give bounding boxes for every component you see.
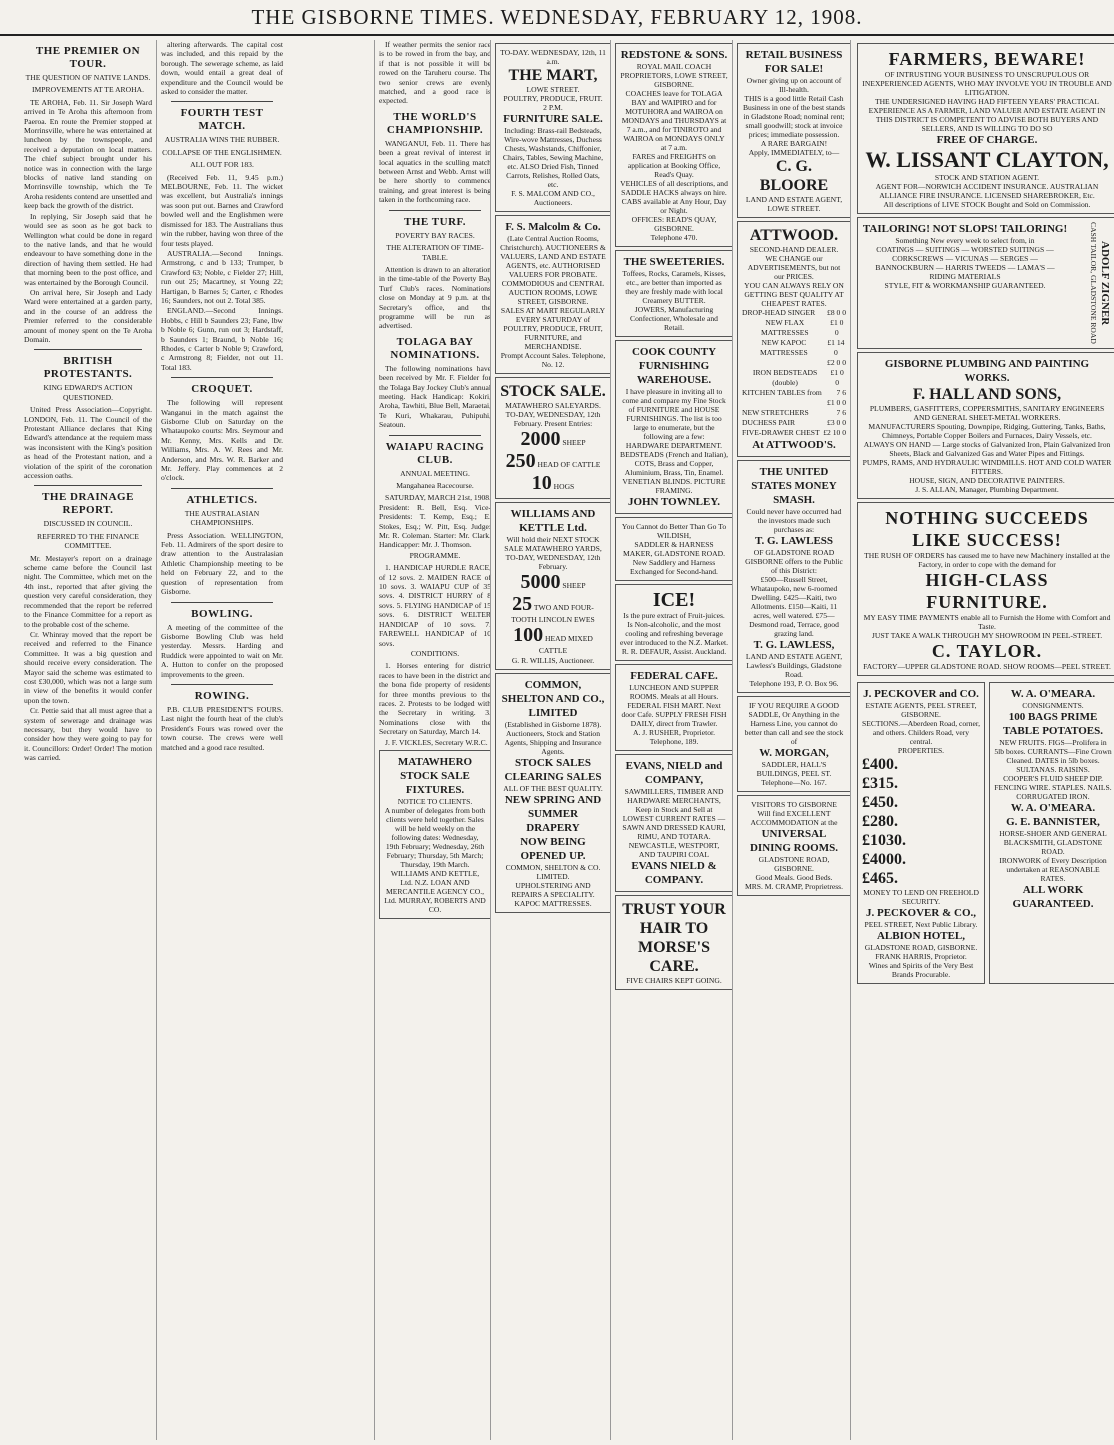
advertisement	[615, 517, 733, 581]
ad-text: PEEL STREET, Next Public Library.	[864, 919, 978, 929]
ad-figure: 25	[512, 593, 533, 615]
ad-heading: W. MORGAN,	[759, 747, 829, 759]
price-item: IRON BEDSTEADS (double)	[752, 368, 818, 387]
ad-text: COMMON, SHELTON & CO. LIMITED.	[505, 862, 601, 881]
article-paragraph: AUSTRALIA.—Second Innings. Armstrong, c and b 133; Trumper, b Crawford 63; Noble, c Fielder 27; Hill, run out 25; Macartney, st Young 22; Hartigan, b Barnes 5; Carter, c Rhodes 16; Saunders, not out 2. Total 385.	[161, 248, 283, 305]
ad-heading: FREE OF CHARGE.	[936, 134, 1038, 146]
subheading: ALL OUT FOR 183.	[190, 160, 254, 170]
ad-text: TO-DAY. WEDNESDAY, 12th, 11 a.m.	[500, 48, 606, 66]
property-price: £4000.	[862, 850, 906, 868]
ad-text: LAND AND ESTATE AGENT, Lawless's Buildings, Gladstone Road.	[745, 652, 843, 679]
price-row	[742, 318, 846, 338]
price-item: NEW STRETCHERS	[742, 408, 809, 417]
column-2	[156, 40, 287, 1440]
ad-text: OF GLADSTONE ROAD GISBORNE offers to the Public of this District:	[745, 548, 843, 575]
article-paragraph: J. F. VICKLES, Secretary W.R.C.	[385, 737, 488, 747]
divider	[171, 684, 273, 685]
ad-text: Wines and Spirits of the Very Best Brands Procurable.	[868, 960, 974, 979]
ad-heading: THE MART,	[508, 67, 598, 84]
ad-text: COMMODIOUS and CENTRAL AUCTION ROOMS, LOWE STREET, GISBORNE.	[501, 279, 605, 306]
ad-text: TO-DAY, WEDNESDAY, 12th February. Present Entries:	[505, 410, 601, 428]
ad-heading: RETAIL BUSINESS FOR SALE!	[745, 49, 843, 75]
ad-text: HOGS	[553, 482, 575, 491]
ad-text: OF INTRUSTING YOUR BUSINESS TO UNSCRUPULOUS OR INEXPERIENCED AGENTS, WHO MAY INVOLVE YOU IN TROUBLE AND LITIGATION.	[862, 70, 1112, 97]
column-4	[490, 40, 615, 1440]
ad-heading: STOCK SALE.	[500, 383, 606, 400]
ad-text: Apply, IMMEDIATELY, to—	[748, 148, 840, 157]
ad-heading: F. S. Malcolm & Co.	[505, 221, 601, 233]
ad-text: G. R. WILLIS, Auctioneer.	[511, 655, 595, 665]
ad-heading: J. PECKOVER & CO.,	[866, 906, 976, 919]
property-price: £315.	[862, 774, 898, 792]
ad-text: MRS. M. CRAMP, Proprietress.	[744, 882, 844, 891]
ad-heading: JOHN TOWNLEY.	[627, 496, 721, 508]
ad-heading: GISBORNE PLUMBING AND PAINTING WORKS.	[884, 357, 1090, 384]
ad-heading: COMMON, SHELTON AND CO., LIMITED	[501, 678, 605, 719]
article-paragraph: Cr. Whinray moved that the report be received and referred to the Finance Committee. It was a big question and should receive every consideration. The Mayor said the scheme was estimated to cost £30,000, which was not a large sum in view of the benefits it would confer upon the town.	[24, 629, 152, 705]
subheading: THE ALTERATION OF TIME-TABLE.	[386, 243, 484, 262]
ad-text: HARDWARE DEPARTMENT. BEDSTEADS (French and Italian), COTS, Brass and Copper, Aluminium, Brass, Tin, Enamel.	[620, 441, 728, 477]
article-paragraph: A meeting of the committee of the Gisborne Bowling Club was held yesterday. Messrs. Harding and Ruddick were appointed to wait on Mr. A. Hutton to confer on the proposed improvements to the green.	[161, 622, 283, 679]
ad-heading: REDSTONE & SONS.	[620, 49, 728, 61]
ad-text: You Cannot do Better Than Go To WILDISH,	[621, 522, 727, 540]
advertisement	[615, 584, 733, 661]
ad-text: COACHES leave for TOLAGA BAY and WAIPIRO and for MOTUHORA and WAIROA on MONDAYS and THURSDAYS at 7 a.m., and for TINIROTO and WAIROA on MONDAYS ONLY at 7 a.m.	[621, 89, 727, 152]
subheading: KING EDWARD'S ACTION QUESTIONED.	[43, 383, 133, 402]
subheading: CONDITIONS.	[410, 648, 460, 658]
ad-heading: W. A. O'MEARA.	[1010, 801, 1096, 814]
ad-text: Owner giving up on account of Ill-health.	[746, 76, 842, 94]
ad-heading: ALBION HOTEL,	[876, 929, 966, 942]
ad-heading: THE UNITED STATES MONEY SMASH.	[751, 466, 837, 506]
ad-heading: F. HALL AND SONS,	[912, 385, 1062, 403]
price-value: £2 10 0	[823, 428, 846, 437]
article-paragraph: Attention is drawn to an alteration in the time-table of the Poverty Bay Turf Club's races. Nominations close on Monday at 9 p.m. at the Secretary's office, and the programme will be run as advertised.	[379, 264, 491, 331]
headline: WAIAPU RACING CLUB.	[385, 440, 485, 466]
subheading: AUSTRALIA WINS THE RUBBER.	[164, 135, 280, 145]
column-1	[24, 40, 156, 1440]
ad-heading: ALL WORK GUARANTEED.	[1012, 883, 1094, 910]
ad-text: Something New every week to select from, in	[895, 236, 1035, 245]
ad-figure: 5000	[520, 571, 561, 593]
article-paragraph: The following will represent Wanganui in the match against the Gisborne Club on Saturday on the Whataupoko courts: Mrs. Seymour and Mr. Kenny, Mrs. Kells and Dr. Williams, Mrs. A. W. Rees and Mr. Anderson, and Mrs. W. R. Barker and Mr. Jeffery. Play commences at 2 o'clock.	[161, 398, 283, 483]
divider	[171, 488, 273, 489]
ad-text: ALL OF THE BEST QUALITY.	[503, 783, 603, 793]
ad-heading: UNIVERSAL DINING ROOMS.	[749, 828, 838, 854]
ad-text: R. R. DEFAUR, Assist. Auckland.	[621, 647, 727, 656]
ad-heading: HIGH-CLASS FURNITURE.	[925, 569, 1049, 612]
ad-text: A. J. RUSHER, Proprietor. Telephone, 189.	[632, 728, 716, 746]
ad-heading: ICE!	[652, 589, 696, 611]
ad-text: 2 P.M.	[543, 103, 563, 112]
divider	[389, 435, 481, 436]
advertisement	[857, 502, 1114, 676]
ad-text: I have pleasure in inviting all to come and compare my Fine Stock of FURNITURE and HOUSE FURNISHINGS. The list is too large to enumerate, but the following are a few:	[622, 387, 726, 441]
ad-heading: FARMERS, BEWARE!	[888, 49, 1086, 69]
article-paragraph: Cr. Pettie said that all must agree that a system of sewerage and drainage was necessary, but they would have to consider how they were going to pay for it. Councillors: Order! Order! The motion was carried.	[24, 706, 152, 763]
headline: TOLAGA BAY NOMINATIONS.	[390, 335, 480, 361]
price-list	[742, 308, 846, 438]
ad-text: HEAD OF CATTLE	[537, 460, 601, 469]
ad-heading: ADOLF ZIGNER	[1099, 240, 1111, 326]
price-value: £1 0 0	[827, 398, 846, 407]
price-list	[862, 755, 980, 888]
price-row	[742, 408, 846, 418]
masthead-title: THE GISBORNE TIMES. WEDNESDAY, FEBRUARY 12, 1908.	[251, 5, 863, 29]
ad-text: Prompt Account Sales. Telephone, No. 12.	[500, 351, 606, 369]
ad-text: £500—Russell Street, Whataupoko, new 6-roomed Dwelling. £425—Kaiti, two Allotments. £150—Kaiti, 11 acres, well watered. £75—Desmond road, Terrace, good grazing land.	[749, 575, 839, 638]
ad-text: STYLE, FIT & WORKMANSHIP GUARANTEED.	[884, 281, 1046, 290]
advertisement	[495, 215, 611, 374]
ad-text: ESTATE AGENTS, PEEL STREET, GISBORNE.	[865, 700, 977, 719]
ad-heading: ATTWOOD.	[749, 227, 839, 244]
ad-text: COOPER'S FLUID SHEEP DIP. FENCING WIRE. STAPLES. NAILS. CORRUGATED IRON.	[994, 773, 1112, 801]
article-paragraph: SATURDAY, MARCH 21st, 1908. President: R. Bell, Esq. Vice-Presidents: T. Kemp, Esq.; E. Stokes, Esq.; W. Pitt, Esq. Judge: Mr. R. Coleman. Starter: Mr. Clark. Handicapper: Mr. J. Thomson.	[379, 493, 491, 550]
ad-text: LAND AND ESTATE AGENT, LOWE STREET.	[745, 195, 843, 213]
ad-text: NEWCASTLE, WESTPORT, AND TAUPIRI COAL	[628, 841, 720, 859]
ad-text: Will find EXCELLENT ACCOMMODATION at the	[750, 809, 838, 827]
ad-heading: T. G. LAWLESS	[754, 535, 834, 547]
ad-figure: 10	[531, 472, 552, 494]
ad-heading: CLEARING SALES	[504, 770, 602, 783]
ad-text: WE CHANGE our ADVERTISEMENTS, but not our PRICES.	[747, 254, 841, 281]
ad-text: ROYAL MAIL COACH PROPRIETORS, LOWE STREET, GISBORNE.	[620, 62, 728, 89]
price-row	[742, 338, 846, 358]
headline: BRITISH PROTESTANTS.	[43, 355, 133, 381]
ad-text: NOTICE TO CLIENTS.	[397, 796, 473, 806]
headline: BOWLING.	[191, 607, 253, 620]
ad-text: (Established in Gisborne 1878).	[504, 719, 602, 729]
ad-text: POULTRY, PRODUCE, FRUIT.	[503, 94, 603, 103]
headline: FOURTH TEST MATCH.	[180, 107, 264, 133]
ad-heading: EVANS NIELD & COMPANY.	[631, 860, 717, 886]
ad-text: AGENT FOR—NORWICH ACCIDENT INSURANCE. AUSTRALIAN ALLIANCE FIRE INSURANCE. LICENSED SHAREBROKER, Etc.	[875, 182, 1099, 200]
price-item: DROP-HEAD SINGER	[742, 308, 816, 317]
price-value: £8 0 0	[827, 308, 846, 317]
column-5	[610, 40, 737, 1440]
ad-heading: FEDERAL CAFE.	[630, 670, 718, 682]
ad-text: IRONWORK of Every Description undertaken at REASONABLE RATES.	[999, 855, 1107, 883]
advertisement	[857, 217, 1114, 349]
ad-text: CABS available at Any Hour, Day or Night.	[621, 197, 727, 215]
advertisement	[737, 460, 851, 693]
ad-text: SAWMILLERS, TIMBER AND HARDWARE MERCHANTS,	[624, 787, 724, 805]
price-row	[742, 418, 846, 428]
advertisement	[379, 750, 491, 919]
ad-heading: J. PECKOVER and CO.	[863, 687, 979, 700]
ad-text: (Late Central Auction Rooms, Christchurch). AUCTIONEERS & VALUERS, LAND AND ESTATE AGENTS, etc. AUTHORISED VALUERS FOR PROBATE.	[500, 234, 606, 279]
article-paragraph: altering afterwards. The capital cost was included, and this repaid by the borough. The sewerage scheme, as laid down, would entail a great deal of expenditure and the Council would be asked to consider the matter.	[161, 40, 283, 97]
ad-text: J. S. ALLAN, Manager, Plumbing Department.	[915, 484, 1059, 494]
ad-text: Auctioneers, Stock and Station Agents, Shipping and Insurance Agents.	[504, 728, 602, 756]
ad-text: FIVE CHAIRS KEPT GOING.	[626, 976, 722, 985]
column-6	[732, 40, 855, 1440]
advertisement	[615, 43, 733, 247]
headline: THE PREMIER ON TOUR.	[35, 45, 141, 70]
article-paragraph: Press Association. WELLINGTON, Feb. 11. Admirers of the sport desire to draw attention to the Australasian Athletic Championship meeting to be held on February 22, and to the question of representation from Gisborne.	[161, 530, 283, 597]
ad-text: HEAD MIXED CATTLE	[538, 634, 593, 656]
column-3	[374, 40, 495, 1440]
ad-text: MONEY TO LEND ON FREEHOLD SECURITY.	[863, 887, 979, 906]
price-item: FIVE-DRAWER CHEST	[742, 428, 820, 437]
price-row	[742, 308, 846, 318]
ad-text: Telephone 193, P. O. Box 96.	[749, 679, 839, 688]
ad-heading: TAILORING! NOT SLOPS! TAILORING!	[862, 223, 1068, 235]
property-price: £450.	[862, 793, 898, 811]
ad-text: SALES AT MART REGULARLY EVERY SATURDAY of POULTRY, PRODUCE, FRUIT, FURNITURE, and MERCHANDISE.	[500, 306, 606, 351]
ad-text: THIS is a good little Retail Cash Business in one of the best stands in Gladstone Road; nominal rent; small goodwill; stock at invoice prices; immediate possession.	[742, 94, 846, 139]
divider	[389, 210, 481, 211]
advertisement	[615, 754, 733, 892]
ad-text: HORSE-SHOER AND GENERAL BLACKSMITH, GLADSTONE ROAD.	[999, 828, 1107, 856]
ad-text: Could never have occurred had the investors made such purchases as:	[746, 507, 842, 534]
ad-text: PROPERTIES.	[897, 745, 945, 755]
subheading: REFERRED TO THE FINANCE COMMITTEE.	[37, 531, 139, 551]
headline: THE TURF.	[404, 215, 466, 228]
ad-text: MATAWHERO SALEYARDS.	[505, 401, 601, 410]
advertisement	[737, 696, 851, 792]
ad-figure: 100	[513, 624, 544, 647]
headline: ATHLETICS.	[186, 493, 258, 506]
masthead	[0, 0, 1114, 36]
article-paragraph: 1. Horses entering for district races to have been in the district and the bona fide property of residents for three months previous to the races. 2. Protests to be lodged with the Secretary in writing. 3. Nominations close with the Secretary on Saturday, March 14.	[379, 661, 491, 737]
column-7	[850, 40, 1114, 1440]
ad-text: LUNCHEON AND SUPPER ROOMS. Meals at all Hours. FEDERAL FISH MART. Next door Cafe. SUPPLY FRESH FISH DAILY, direct from Trawler.	[621, 683, 727, 728]
ad-text: THE RUSH OF ORDERS has caused me to have new Machinery installed at the Factory, in order to cope with the demand for	[864, 550, 1110, 569]
ad-heading: COOK COUNTY FURNISHING WAREHOUSE.	[631, 346, 717, 386]
divider	[171, 377, 273, 378]
price-value: £3 0 0	[827, 418, 846, 427]
ad-text: Telephone—No. 167.	[761, 778, 827, 787]
divider	[34, 485, 142, 486]
price-item: NEW FLAX MATTRESSES	[760, 318, 809, 337]
subheading: POVERTY BAY RACES.	[395, 230, 475, 240]
article-paragraph: TE AROHA, Feb. 11. Sir Joseph Ward arrived in Te Aroha this afternoon from Paeroa. En route the Premier stopped at Morrinsville, where he was entertained at luncheon by the townspeople, and received a deputation on local matters. The chief subject brought under his notice was in connection with the large blocks of native land standing on Morrinsville township, which the Te Aroha residents contend are unsettled and keep back the growth of the district.	[24, 97, 152, 211]
advertisement	[495, 502, 611, 670]
ad-body	[862, 222, 1068, 344]
ad-heading: FURNITURE SALE.	[503, 113, 603, 125]
headline: THE DRAINAGE REPORT.	[42, 491, 134, 517]
ad-text: YOU CAN ALWAYS RELY ON GETTING BEST QUALITY AT CHEAPEST RATES.	[744, 281, 844, 308]
subheading: PROGRAMME.	[409, 550, 461, 560]
property-price: £400.	[862, 755, 898, 773]
ad-text: Including: Brass-rail Bedsteads, Wire-wove Mattresses, Duchess Chests, Washstands, Chiffonier, Chairs, Tables, Sewing Machine, etc. ALSO Dried Fish, Tinned Carrots, Relishes, Rolled Oats, etc.	[502, 126, 604, 189]
advertisement	[857, 352, 1114, 499]
advertisement	[615, 340, 733, 514]
ad-text: FACTORY—UPPER GLADSTONE ROAD. SHOW ROOMS—PEEL STREET.	[863, 661, 1111, 671]
advertisement	[615, 664, 733, 751]
price-value: £2 0 0	[827, 358, 846, 367]
ad-text: F. S. MALCOM AND CO., Auctioneers.	[511, 189, 595, 207]
ad-heading: TRUST YOUR HAIR TO MORSE'S CARE.	[622, 901, 726, 975]
advertisement	[495, 377, 611, 499]
advertisement	[615, 895, 733, 990]
divider	[171, 101, 273, 102]
ad-text: Toffees, Rocks, Caramels, Kisses, etc., are better than imported as they are freshly made with local Creamery BUTTER.	[622, 269, 726, 305]
subheading: THE AUSTRALASIAN CHAMPIONSHIPS.	[184, 508, 260, 528]
ad-text: HOUSE, SIGN, AND DECORATIVE PAINTERS.	[909, 475, 1065, 485]
ad-text: Will hold their NEXT STOCK SALE MATAWHERO YARDS, TO-DAY, WEDNESDAY, 12th February.	[504, 535, 602, 571]
ad-text: Good Meals. Good Beds.	[755, 873, 833, 882]
ad-side-panel	[1072, 222, 1112, 344]
ad-figure: 250	[505, 450, 536, 472]
ad-heading: C. G. BLOORE	[759, 158, 829, 194]
advertisement	[989, 682, 1114, 984]
ad-heading: W. A. O'MEARA.	[1010, 687, 1096, 700]
article-paragraph: On arrival here, Sir Joseph and Lady Ward were entertained at a garden party, and in the course of an address the Premier referred to the considerable amount of money spent on the Te Aroha Domain.	[24, 287, 152, 344]
ad-text: All descriptions of LIVE STOCK Bought and Sold on Commission.	[883, 200, 1091, 209]
ad-text: SECTIONS.—Aberdeen Road, corner, and others. Childers Road, very central.	[862, 718, 981, 746]
ad-text: SADDLER & HARNESS MAKER, GLADSTONE ROAD. New Saddlery and Harness Exchanged for Second-hand.	[623, 540, 725, 576]
ad-text: Is the pure extract of Fruit-juices. Is Non-alcoholic, and the most cooling and refreshing beverage ever introduced to the N.Z. Market.	[620, 611, 728, 647]
subheading: COLLAPSE OF THE ENGLISHMEN.	[162, 147, 282, 157]
ad-text: A RARE BARGAIN!	[760, 139, 828, 148]
article-paragraph: If weather permits the senior race is to be rowed in from the bay, and if that is not possible it will be rowed on the Taruheru course. The two senior crews are evenly matched, and a good race is expected.	[379, 40, 491, 106]
divider	[171, 602, 273, 603]
subheading: ANNUAL MEETING.	[400, 468, 470, 478]
price-row	[742, 428, 846, 438]
ad-text: A number of delegates from both clients were held together. Sales will be held weekly on the following dates: Wednesday, 19th February; Wednesday, 26th February; Thursday, 5th March; Thursday, 19th March.	[384, 805, 486, 869]
headline: ROWING.	[194, 689, 250, 702]
ad-text: MANUFACTURERS Spouting, Downpipe, Ridging, Guttering, Tanks, Baths, Chimneys, Portable Copper Boilers and Furnaces, Dairy Vessels, etc.	[868, 421, 1106, 440]
ad-text: VENETIAN BLINDS. PICTURE FRAMING.	[622, 477, 726, 495]
ad-text: VEHICLES of all descriptions, and SADDLE HACKS always on hire.	[620, 179, 728, 197]
ad-text: SHEEP	[562, 438, 586, 447]
ad-text: Telephone 470.	[650, 233, 698, 242]
ad-text: IF YOU REQUIRE A GOOD SADDLE, Or Anything in the Harness Line, you cannot do better than call and see the stock of	[744, 701, 844, 746]
price-row	[742, 388, 846, 398]
property-price: £280.	[862, 812, 898, 830]
price-value: £1 14 0	[827, 338, 845, 357]
ad-text: SECOND-HAND DEALER.	[749, 245, 839, 254]
price-row	[742, 398, 846, 408]
property-price: £465.	[862, 869, 898, 887]
price-item: KITCHEN TABLES from	[742, 388, 822, 397]
price-value: £1 0 0	[830, 318, 844, 337]
divider	[34, 349, 142, 350]
ad-heading: G. E. BANNISTER,	[1006, 815, 1100, 828]
price-value: 7 6	[836, 388, 846, 397]
ad-text: GLADSTONE ROAD, GISBORNE.	[758, 855, 830, 873]
ad-heading: MATAWHERO STOCK SALE FIXTURES.	[397, 755, 473, 796]
ad-text: FARES and FREIGHTS on application at Booking Office, Read's Quay.	[627, 152, 721, 179]
ad-text: NEW FRUITS. FIGS—Prolifera in 5lb boxes. CURRANTS—Fine Crown Cleaned. DATES in 5lb boxes. SULTANAS. RAISINS.	[994, 737, 1112, 774]
property-price: £1030.	[862, 831, 906, 849]
ad-text: UPHOLSTERING AND REPAIRS A SPECIALITY. KAPOC MATTRESSES.	[511, 880, 595, 908]
ad-heading: THE SWEETERIES.	[623, 256, 725, 268]
ad-text: SADDLER, HALL'S BUILDINGS, PEEL ST.	[756, 760, 832, 778]
ad-text: JUST TAKE A WALK THROUGH MY SHOWROOM IN PEEL-STREET.	[871, 630, 1103, 640]
ad-row	[857, 679, 1114, 987]
ad-text: CASH TAILOR, GLADSTONE ROAD	[1089, 222, 1098, 344]
ad-text: CONSIGNMENTS.	[1022, 700, 1084, 710]
ad-text: ALWAYS ON HAND — Large stocks of Galvanized Iron, Plain Galvanized Iron Sheets, Black and Galvanized Gas and Water Pipes and Fittings.	[863, 439, 1111, 458]
ad-text: JOWERS, Manufacturing Confectioner, Wholesale and Retail.	[630, 305, 718, 332]
ad-text: GLADSTONE ROAD, GISBORNE.	[864, 942, 978, 952]
article-paragraph: In replying, Sir Joseph said that he would see as soon as he got back to Wellington what could be done in regard to the native lands, and that he would endeavour to have something done in the direction of having them settled. He had that morning been to the post office, and was entertained by the Borough Council.	[24, 211, 152, 287]
advertisement	[857, 43, 1114, 214]
ad-heading: T. G. LAWLESS,	[753, 639, 835, 651]
ad-heading: NEW SPRING AND SUMMER DRAPERY	[504, 793, 602, 834]
ad-text: COATINGS — SUITINGS — WORSTED SUITINGS — CORKSCREWS — VICUNAS — SERGES — BANNOCKBURN — HARRIS TWEEDS — LAMA'S — RIDING MATERIALS	[875, 245, 1055, 281]
ad-text: THE UNDERSIGNED HAVING HAD FIFTEEN YEARS' PRACTICAL EXPERIENCE AS A FARMER, LAND VALUER AND ESTATE AGENT IN THIS DISTRICT IS COMPETENT TO ADVISE BOTH BUYERS AND SELLERS, AND IS WILLING TO DO SO	[868, 97, 1106, 133]
subheading: Mangahanea Racecourse.	[396, 481, 474, 490]
advertisement	[737, 43, 851, 218]
price-item: DUCHESS PAIR	[742, 418, 796, 427]
ad-text: VISITORS TO GISBORNE	[751, 800, 837, 809]
ad-text: MY EASY TIME PAYMENTS enable all to Furnish the Home with Comfort and Taste.	[863, 612, 1111, 631]
ad-heading: NOTHING SUCCEEDS LIKE SUCCESS!	[885, 507, 1089, 550]
ad-text: TWO AND FOUR-TOOTH LINCOLN EWES	[511, 603, 595, 624]
ad-heading: At ATTWOOD'S.	[752, 439, 836, 451]
price-value: 7 6	[836, 408, 846, 417]
ad-heading: 100 BAGS PRIME TABLE POTATOES.	[1002, 710, 1104, 737]
price-row	[742, 358, 846, 368]
ad-heading: STOCK SALES	[515, 756, 591, 769]
ad-heading: C. TAYLOR.	[931, 640, 1043, 661]
article-paragraph: WANGANUI, Feb. 11. There has been a great revival of interest in local aquatics in the sculling match between Arnst and Webb. Arnst will be here shortly to commence training, and great interest is being taken in the forthcoming race.	[379, 138, 491, 205]
subheading: THE QUESTION OF NATIVE LANDS.	[25, 73, 151, 82]
ad-heading: NOW BEING OPENED UP.	[520, 835, 586, 862]
article-paragraph: ENGLAND.—Second Innings. Hobbs, c Hill b Saunders 23; Fane, lbw b Noble 6; Gunn, run out 3; Hardstaff, b Saunders 1; Braund, b Noble 16; Rhodes, c Carter b Noble 9; Crawford, c Armstrong 8; Fielder, not out 11. Total 183.	[161, 306, 283, 372]
article-paragraph: Mr. Mestayer's report on a drainage scheme came before the Council last night. The Committee, which met on the 4th inst., reported that after giving the question very careful consideration, they recommended that the report be referred to the Finance Committee for a report as to the probable cost of the scheme.	[24, 553, 152, 629]
ad-figure: 2000	[520, 428, 561, 450]
ad-text: OFFICES: READ'S QUAY, GISBORNE.	[631, 215, 717, 233]
ad-heading: W. LISSANT CLAYTON,	[865, 147, 1109, 172]
ad-text: LOWE STREET.	[526, 85, 580, 94]
ad-text: PLUMBERS, GASFITTERS, COPPERSMITHS, SANITARY ENGINEERS AND GENERAL SHEET-METAL WORKERS.	[869, 403, 1105, 422]
advertisement	[615, 250, 733, 337]
ad-text: STOCK AND STATION AGENT.	[934, 173, 1040, 182]
article-paragraph: P.B. CLUB PRESIDENT'S FOURS. Last night the fourth heat of the club's President's Fours was rowed over the town course. The crews were well matched and a good race resulted.	[161, 704, 283, 752]
ad-heading: WILLIAMS AND KETTLE Ltd.	[510, 508, 596, 534]
article-paragraph: The following nominations have been received by Mr. F. Fielder for the Tolaga Bay Jockey Club's annual meeting. Hack Handicap: Kokiri, Aroha, Tawhiti, Blue Bell, Maraetai, Te Kuri, Whakarau, Puhipuhi, Seatoun.	[379, 363, 491, 430]
article-paragraph: 1. HANDICAP HURDLE RACE, of 12 sovs. 2. MAIDEN RACE of 10 sovs. 3. WAIAPU CUP of 35 sovs. 4. DISTRICT HURRY of 8 sovs. 5. FLYING HANDICAP of 15 sovs. 6. DISTRICT WELTER HANDICAP of 10 sovs. 7. FAREWELL HANDICAP of 10 sovs.	[379, 563, 491, 648]
ad-text: Keep in Stock and Sell at LOWEST CURRENT RATES — SAWN AND DRESSED KAURI, RIMU, AND TOTARA.	[622, 805, 726, 841]
advertisement	[495, 43, 611, 212]
ad-text: FRANK HARRIS, Proprietor.	[875, 951, 967, 961]
ad-text: PUMPS, RAMS, AND HYDRAULIC WINDMILLS. HOT AND COLD WATER FITTERS.	[862, 457, 1112, 476]
subheading: IMPROVEMENTS AT TE AROHA.	[32, 85, 144, 95]
price-item: NEW KAPOC MATTRESSES	[760, 338, 808, 357]
article-paragraph: United Press Association—Copyright. LONDON, Feb. 11. The Council of the Protestant Alliance declares that King Edward's attendance at the requiem mass was inconsistent with the King's position as head of the Protestant nation, and a violation of the spirit of the coronation accession oaths.	[24, 405, 152, 481]
advertisement	[495, 673, 611, 913]
headline: THE WORLD'S CHAMPIONSHIP.	[386, 110, 484, 136]
advertisement	[737, 221, 851, 457]
price-value: £1 0 0	[830, 368, 844, 387]
ad-text: WILLIAMS AND KETTLE, Ltd. N.Z. LOAN AND MERCANTILE AGENCY CO., Ltd. MURRAY, ROBERTS AND CO.	[384, 868, 486, 914]
ad-heading: EVANS, NIELD and COMPANY,	[625, 760, 723, 786]
advertisement	[737, 795, 851, 896]
subheading: DISCUSSED IN COUNCIL.	[43, 519, 133, 529]
article-paragraph: (Received Feb. 11, 9.45 p.m.) MELBOURNE, Feb. 11. The wicket was excellent, but Australia's innings was soon put out. Barnes and Crawford bowled well and the Englishmen were dismissed for 183. The Australians thus win the rubber, having won three of the four tests played.	[161, 172, 283, 248]
ad-text: SHEEP	[562, 581, 586, 590]
price-row	[742, 368, 846, 388]
advertisement	[857, 682, 985, 984]
headline: CROQUET.	[191, 383, 253, 396]
